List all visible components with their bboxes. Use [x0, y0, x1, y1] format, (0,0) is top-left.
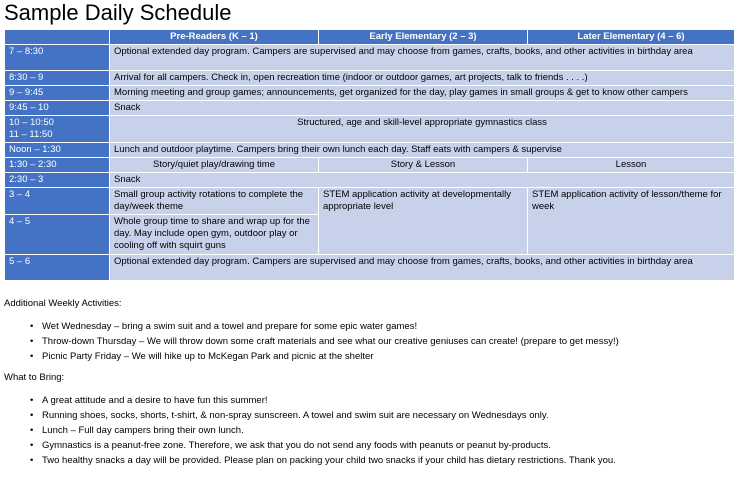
bullet-icon: •	[30, 351, 34, 362]
weekly-activities-heading: Additional Weekly Activities:	[4, 298, 122, 309]
header-pre-readers: Pre-Readers (K – 1)	[110, 30, 319, 45]
list-item-text: Wet Wednesday – bring a swim suit and a towel and prepare for some epic water games!	[42, 321, 418, 332]
list-item-text: Throw-down Thursday – We will throw down some craft materials and see what our creative geniuses can create! (prepare to get messy!)	[42, 336, 619, 347]
activity-cell: Whole group time to share and wrap up for the day. May include open gym, outdoor play or cooling off with squirt guns	[110, 215, 319, 255]
table-row	[5, 86, 735, 101]
activity-cell: Story/quiet play/drawing time	[110, 158, 319, 173]
activity-cell: Optional extended day program. Campers are supervised and may choose from games, crafts, books, and other activities in birthday area	[110, 45, 735, 71]
time-cell: 2:30 – 3	[5, 173, 110, 188]
activity-cell: STEM application activity at developmentally appropriate level	[319, 188, 528, 255]
list-item	[30, 408, 732, 423]
weekly-activities-list	[4, 319, 732, 364]
table-row	[5, 71, 735, 86]
page-title: Sample Daily Schedule	[4, 0, 232, 25]
activity-cell: Morning meeting and group games; announcements, get organized for the day, play games in small groups & get to know other campers	[110, 86, 735, 101]
what-to-bring-heading: What to Bring:	[4, 372, 65, 383]
time-cell: 9:45 – 10	[5, 101, 110, 116]
table-row	[5, 143, 735, 158]
table-row	[5, 101, 735, 116]
table-row	[5, 173, 735, 188]
time-cell: 4 – 5	[5, 215, 110, 255]
list-item-text: Lunch – Full day campers bring their own lunch.	[42, 425, 244, 436]
bullet-icon: •	[30, 440, 34, 451]
bullet-icon: •	[30, 395, 34, 406]
bullet-icon: •	[30, 455, 34, 466]
time-cell: 3 – 4	[5, 188, 110, 215]
list-item-text: Running shoes, socks, shorts, t-shirt, & non-spray sunscreen. A towel and swim suit are necessary on Wednesdays only.	[42, 410, 549, 421]
activity-cell: Small group activity rotations to complete the day/week theme	[110, 188, 319, 215]
activity-cell: Lesson	[528, 158, 735, 173]
time-cell: 8:30 – 9	[5, 71, 110, 86]
table-header-row	[5, 30, 735, 45]
list-item	[30, 349, 732, 364]
notes-section	[4, 296, 732, 468]
activity-cell: STEM application activity of lesson/theme for week	[528, 188, 735, 255]
schedule-table	[4, 29, 735, 281]
list-item	[30, 453, 732, 468]
activity-cell: Snack	[110, 101, 735, 116]
bullet-icon: •	[30, 321, 34, 332]
header-early-elementary: Early Elementary (2 – 3)	[319, 30, 528, 45]
time-cell: 1:30 – 2:30	[5, 158, 110, 173]
activity-cell: Optional extended day program. Campers are supervised and may choose from games, crafts, books, and other activities in birthday area	[110, 255, 735, 281]
bullet-icon: •	[30, 425, 34, 436]
bullet-icon: •	[30, 336, 34, 347]
table-row	[5, 255, 735, 281]
table-row	[5, 45, 735, 71]
activity-cell: Lunch and outdoor playtime. Campers bring their own lunch each day. Staff eats with campers & supervise	[110, 143, 735, 158]
activity-cell: Story & Lesson	[319, 158, 528, 173]
time-cell: Noon – 1:30	[5, 143, 110, 158]
time-slot-1: 10 – 10:50	[9, 117, 54, 128]
table-row	[5, 188, 735, 215]
list-item-text: Picnic Party Friday – We will hike up to McKegan Park and picnic at the shelter	[42, 351, 374, 362]
time-slot-2: 11 – 11:50	[9, 129, 53, 140]
bullet-icon: •	[30, 410, 34, 421]
table-row	[5, 116, 735, 143]
list-item	[30, 334, 732, 349]
header-time	[5, 30, 110, 45]
list-item-text: A great attitude and a desire to have fun this summer!	[42, 395, 268, 406]
list-item-text: Gymnastics is a peanut-free zone. Therefore, we ask that you do not send any foods with peanuts or peanut by-products.	[42, 440, 551, 451]
list-item	[30, 393, 732, 408]
activity-cell: Arrival for all campers. Check in, open recreation time (indoor or outdoor games, art projects, talk to friends . . . .)	[110, 71, 735, 86]
what-to-bring-list	[4, 393, 732, 468]
time-cell	[5, 116, 110, 143]
activity-cell: Structured, age and skill-level appropriate gymnastics class	[110, 116, 735, 143]
time-cell: 9 – 9:45	[5, 86, 110, 101]
list-item	[30, 438, 732, 453]
list-item	[30, 319, 732, 334]
list-item-text: Two healthy snacks a day will be provided. Please plan on packing your child two snacks if your child has dietary restrictions. Thank you.	[42, 455, 616, 466]
list-item	[30, 423, 732, 438]
header-later-elementary: Later Elementary (4 – 6)	[528, 30, 735, 45]
table-row	[5, 158, 735, 173]
activity-cell: Snack	[110, 173, 735, 188]
time-cell: 7 – 8:30	[5, 45, 110, 71]
time-cell: 5 – 6	[5, 255, 110, 281]
